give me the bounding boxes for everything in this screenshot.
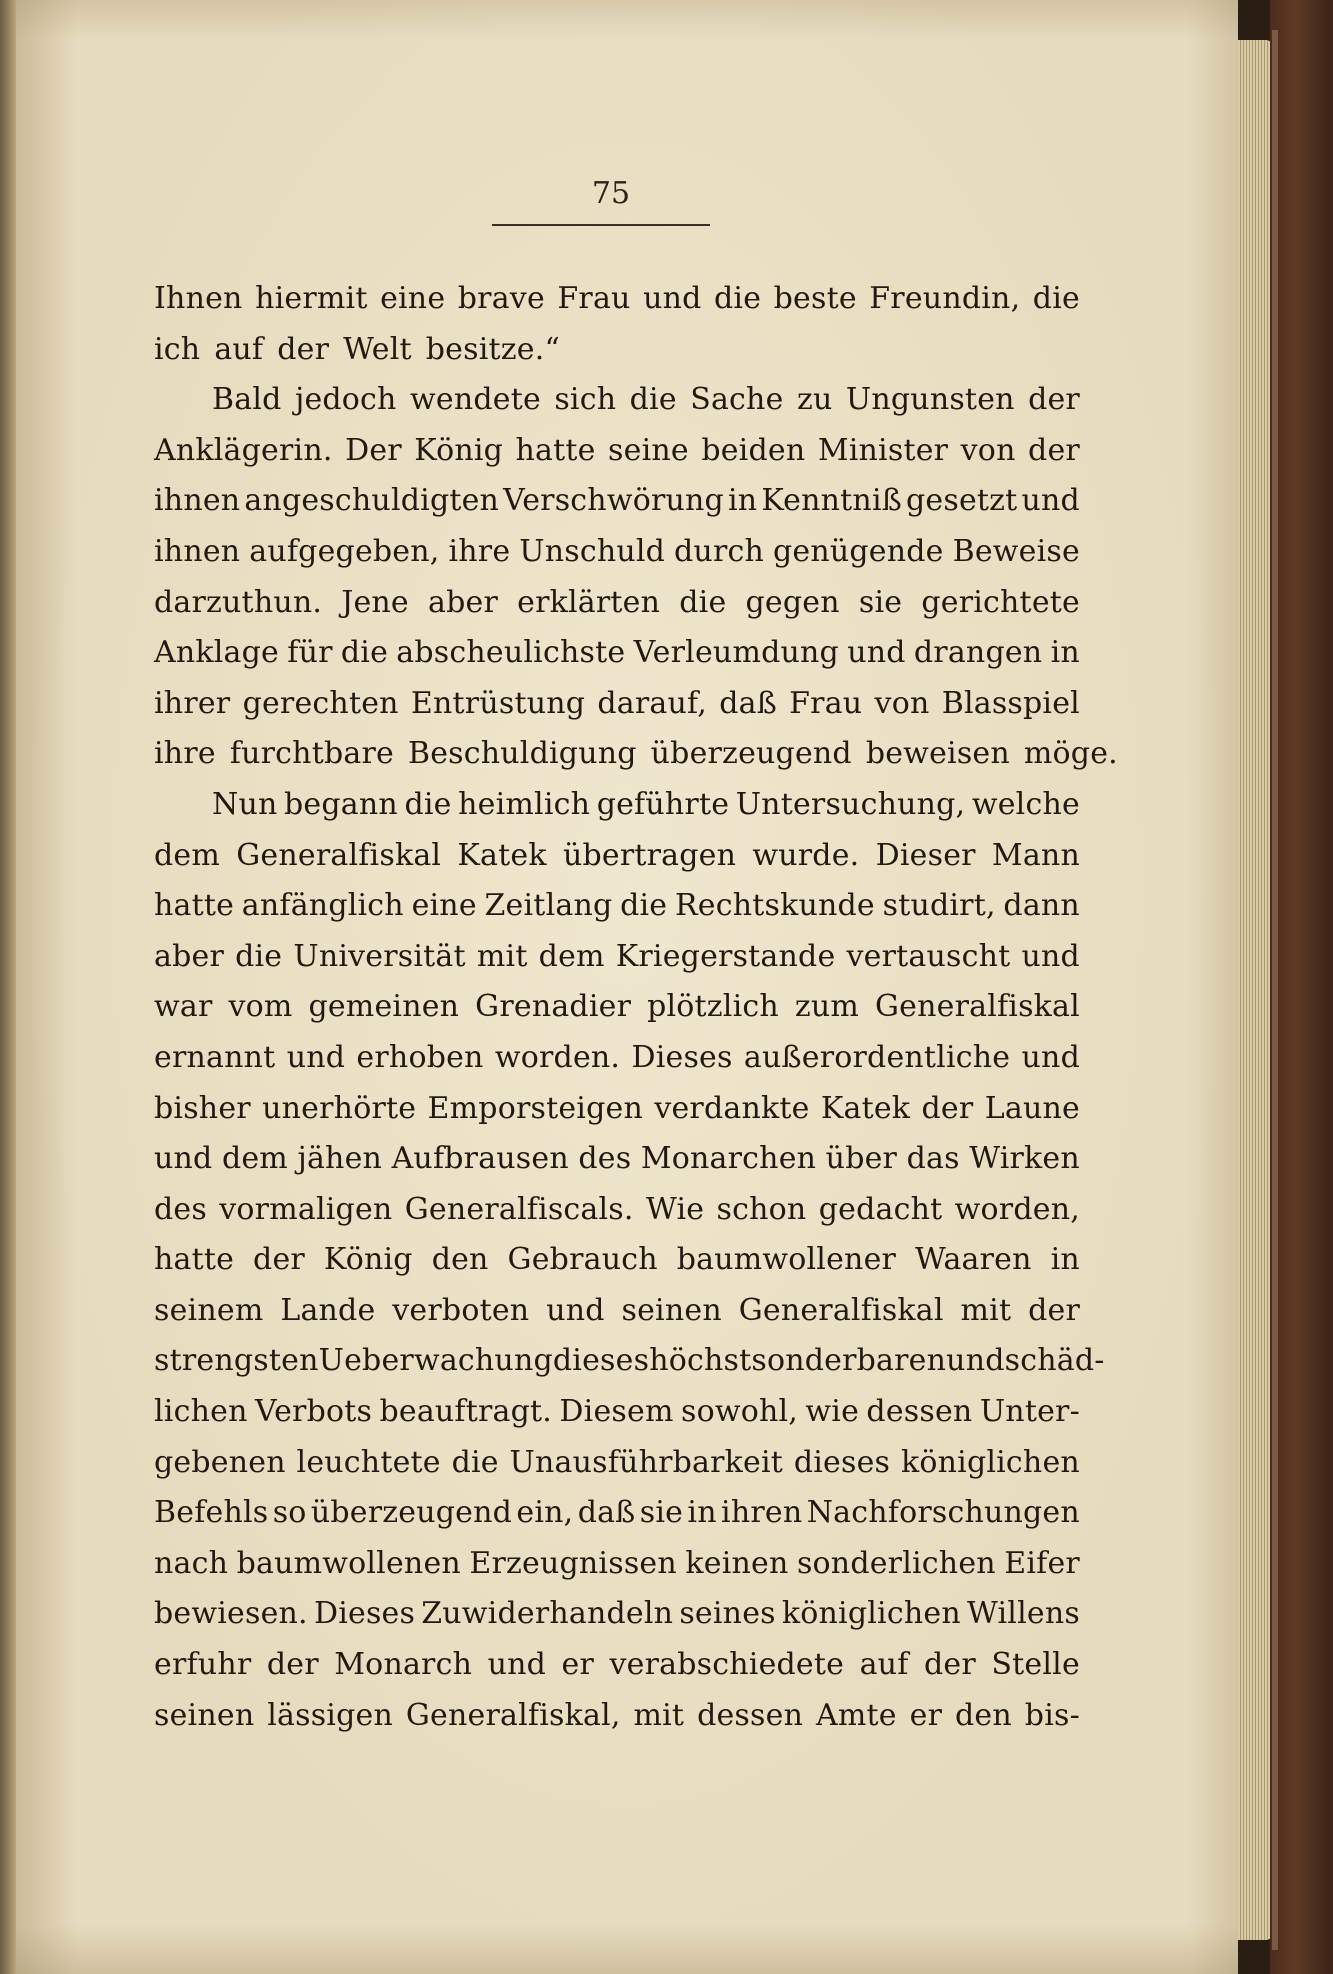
word: ich — [154, 331, 201, 367]
word: ihnen — [154, 483, 241, 519]
word: ihnen — [154, 533, 241, 569]
word: jedoch — [294, 382, 397, 418]
word: von — [960, 432, 1016, 468]
word: drangen — [913, 635, 1043, 671]
word: dem — [154, 837, 221, 873]
word: ein, — [516, 1495, 574, 1531]
word: furchtbare — [229, 736, 394, 772]
word: ihre — [154, 736, 216, 772]
word: lässigen — [267, 1697, 393, 1733]
word: Dieser — [875, 837, 976, 873]
word: der — [924, 1647, 976, 1683]
word: gedacht — [818, 1191, 943, 1227]
word: wurde. — [752, 837, 860, 873]
word: dieses — [552, 1343, 650, 1379]
word: Entrüstung — [410, 685, 586, 721]
word: der — [1028, 1292, 1080, 1328]
word: Mann — [991, 837, 1080, 873]
word: Zuwiderhandeln — [421, 1596, 674, 1632]
word: Katek — [820, 1090, 911, 1126]
word: mit — [633, 1697, 685, 1733]
text-line — [154, 1539, 1080, 1590]
word: strengsten — [154, 1343, 319, 1379]
word: Ungunsten — [845, 382, 1015, 418]
word: verdankte — [654, 1090, 810, 1126]
word: Wirken — [969, 1141, 1080, 1177]
word: und — [487, 1647, 547, 1683]
word: Universität — [293, 938, 466, 974]
word: Dieses — [313, 1596, 416, 1632]
word: Unter- — [979, 1394, 1080, 1430]
word: Amte — [816, 1697, 897, 1733]
word: die — [629, 382, 677, 418]
word: bisher — [154, 1090, 251, 1126]
word: Zeitlang — [484, 888, 613, 924]
word: bewiesen. — [154, 1596, 308, 1632]
word: geführte — [596, 786, 730, 822]
word: beiden — [701, 432, 806, 468]
word: er — [909, 1697, 943, 1733]
word: in — [1050, 1242, 1080, 1278]
text-line — [154, 932, 1080, 983]
text-line — [154, 780, 1080, 831]
word: der — [921, 1090, 974, 1126]
word: und — [154, 1141, 213, 1177]
word: plötzlich — [647, 989, 779, 1025]
word: jähen — [297, 1141, 383, 1177]
word: aber — [428, 584, 498, 620]
word: darzuthun. — [154, 584, 323, 620]
word: besitze.“ — [425, 331, 560, 367]
word: Dieses — [631, 1039, 733, 1075]
text-line — [154, 476, 1080, 527]
word: königlichen — [900, 1444, 1080, 1480]
word: Verleumdung — [633, 635, 839, 671]
word: verboten — [392, 1292, 530, 1328]
word: gerichtete — [921, 584, 1080, 620]
word: die — [404, 786, 452, 822]
word: Unausführbarkeit — [509, 1444, 784, 1480]
word: Nachforschungen — [806, 1495, 1080, 1531]
word: darauf, — [597, 685, 707, 721]
text-line — [154, 578, 1080, 629]
text-line — [154, 1640, 1080, 1691]
word: Der — [345, 432, 402, 468]
word: Generalfiscals. — [404, 1191, 634, 1227]
word: heimlich — [458, 786, 591, 822]
word: Rechtskunde — [674, 888, 875, 924]
word: angeschuldigten — [244, 483, 500, 519]
word: Verschwörung — [503, 483, 724, 519]
word: das — [906, 1141, 960, 1177]
word: und — [946, 1343, 1005, 1379]
word: sie — [639, 1495, 684, 1531]
text-line — [154, 1235, 1080, 1286]
text-line — [154, 1185, 1080, 1236]
word: von — [874, 685, 930, 721]
text-line — [154, 1336, 1105, 1387]
word: auf — [859, 1647, 909, 1683]
word: baumwollener — [676, 1242, 897, 1278]
body-text — [154, 274, 1118, 1741]
facing-page-edge — [0, 0, 16, 1974]
word: worden, — [954, 1191, 1080, 1227]
word: begann — [284, 786, 398, 822]
word: vormaligen — [219, 1191, 393, 1227]
word: Minister — [817, 432, 949, 468]
word: außerordentliche — [743, 1039, 1011, 1075]
word: erklärten — [517, 584, 661, 620]
word: ernannt — [154, 1039, 276, 1075]
word: der — [1028, 382, 1080, 418]
word: dessen — [866, 1394, 973, 1430]
page-stack-edges — [1232, 40, 1272, 1940]
word: keinen — [685, 1545, 789, 1581]
word: sie — [858, 584, 903, 620]
word: Beschuldigung — [407, 736, 637, 772]
word: Untersuchung, — [735, 786, 966, 822]
word: Unschuld — [519, 533, 666, 569]
word: Anklage — [154, 635, 280, 671]
word: Wie — [645, 1191, 705, 1227]
word: die — [340, 635, 389, 671]
word: hatte — [515, 432, 596, 468]
word: des — [578, 1141, 632, 1177]
word: sowohl, — [680, 1394, 799, 1430]
word: wie — [805, 1394, 860, 1430]
text-line — [154, 527, 1080, 578]
word: Gebrauch — [507, 1242, 658, 1278]
word: studirt, — [882, 888, 996, 924]
word: Verbots — [254, 1394, 373, 1430]
word: beste — [773, 281, 857, 316]
word: Generalfiskal — [738, 1292, 944, 1328]
word: unerhörte — [262, 1090, 417, 1126]
text-line — [154, 1488, 1080, 1539]
word: hatte — [154, 1242, 235, 1278]
word: hatte — [154, 888, 235, 924]
book-cover-edge — [1272, 30, 1278, 1950]
word: gesetzt — [906, 483, 1018, 519]
word: seinem — [154, 1292, 264, 1328]
word: gegen — [745, 584, 840, 620]
text-line — [154, 679, 1080, 730]
word: der — [253, 1242, 305, 1278]
word: die — [451, 1444, 499, 1480]
text-line — [154, 1134, 1080, 1185]
word: der — [266, 1647, 319, 1683]
word: Diesem — [559, 1394, 674, 1430]
word: Blasspiel — [941, 685, 1080, 721]
word: aber — [154, 938, 224, 974]
word: den — [431, 1242, 489, 1278]
word: überzeugend — [650, 736, 852, 772]
word: Lande — [280, 1292, 376, 1328]
word: zum — [794, 989, 860, 1025]
word: beauftragt. — [379, 1394, 553, 1430]
word: Generalfiskal — [874, 989, 1080, 1025]
text-line — [154, 1033, 1080, 1084]
text-line — [154, 982, 1080, 1033]
word: seinen — [154, 1697, 255, 1733]
word: Grenadier — [475, 989, 632, 1025]
word: erhoben — [356, 1039, 484, 1075]
word: König — [414, 432, 504, 468]
word: lichen — [154, 1394, 248, 1430]
word: und — [1021, 1039, 1080, 1075]
word: Eifer — [1004, 1545, 1080, 1581]
word: Generalfiskal, — [405, 1697, 621, 1733]
word: auf — [214, 331, 264, 367]
word: des — [154, 1191, 207, 1227]
word: verabschiedete — [609, 1647, 845, 1683]
book-cover — [1270, 0, 1333, 1974]
word: übertragen — [562, 837, 737, 873]
word: welche — [971, 786, 1080, 822]
page-number-text: 75 — [591, 176, 631, 211]
word: dann — [1003, 888, 1080, 924]
text-line — [154, 426, 1080, 477]
word: in — [687, 1495, 717, 1531]
word: nach — [154, 1545, 229, 1581]
text-line — [154, 1286, 1080, 1337]
text-line — [154, 1589, 1080, 1640]
word: und — [643, 281, 702, 316]
text-line — [154, 274, 1080, 325]
word: dem — [221, 1141, 288, 1177]
word: in — [1050, 635, 1080, 671]
word: Aufbrausen — [391, 1141, 569, 1177]
word: Beweise — [952, 533, 1080, 569]
word: daß — [719, 685, 777, 721]
word: Ueberwachung — [318, 1343, 553, 1379]
word: vertauscht — [846, 938, 1011, 974]
word: gebenen — [154, 1444, 286, 1480]
page-number — [16, 176, 1238, 211]
word: Monarch — [334, 1647, 473, 1683]
word: abscheulichste — [396, 635, 626, 671]
word: und — [546, 1292, 605, 1328]
word: die — [679, 584, 727, 620]
word: höchst — [649, 1343, 752, 1379]
word: war — [154, 989, 213, 1025]
word: sonderbaren — [751, 1343, 947, 1379]
word: Jene — [341, 584, 409, 620]
word: der — [277, 331, 330, 367]
word: vom — [228, 989, 293, 1025]
text-line — [154, 628, 1080, 679]
word: und — [286, 1039, 346, 1075]
word: erfuhr — [154, 1647, 252, 1683]
word: und — [1021, 483, 1080, 519]
word: eine — [380, 281, 446, 316]
word: Kenntniß — [761, 483, 902, 519]
word: so — [272, 1495, 307, 1531]
word: genügende — [772, 533, 944, 569]
word: Frau — [789, 685, 863, 721]
word: mit — [476, 938, 528, 974]
word: der — [1028, 432, 1080, 468]
word: Freundin, — [869, 281, 1021, 316]
word: ihrer — [154, 685, 231, 721]
word: aufgegeben, — [249, 533, 440, 569]
word: Waaren — [915, 1242, 1032, 1278]
text-line — [154, 1387, 1080, 1438]
word: durch — [674, 533, 765, 569]
word: Bald — [212, 382, 282, 418]
word: seine — [608, 432, 689, 468]
word: Stelle — [991, 1647, 1080, 1683]
word: wendete — [410, 382, 541, 418]
word: schäd- — [1004, 1343, 1105, 1379]
word: und — [847, 635, 906, 671]
word: Monarchen — [640, 1141, 817, 1177]
text-line — [154, 1691, 1080, 1742]
word: und — [1021, 938, 1080, 974]
word: seines — [679, 1596, 776, 1632]
word: ihren — [721, 1495, 803, 1531]
word: Ihnen — [154, 281, 243, 316]
word: dessen — [697, 1697, 804, 1733]
word: die — [620, 888, 668, 924]
text-line — [154, 831, 1080, 882]
word: leuchtete — [296, 1444, 441, 1480]
word: Emporsteigen — [427, 1090, 643, 1126]
word: die — [1032, 281, 1080, 316]
book-page — [16, 0, 1238, 1974]
text-line — [154, 1084, 1080, 1135]
word: Frau — [557, 281, 631, 316]
word: anfänglich — [241, 888, 404, 924]
word: ihre — [448, 533, 511, 569]
word: baumwollenen — [236, 1545, 461, 1581]
word: Sache — [690, 382, 784, 418]
word: sonderlichen — [796, 1545, 996, 1581]
word: hiermit — [255, 281, 368, 316]
word: den — [955, 1697, 1012, 1733]
header-rule — [492, 224, 710, 226]
word: Laune — [984, 1090, 1080, 1126]
word: über — [825, 1141, 898, 1177]
word: Anklägerin. — [154, 432, 333, 468]
word: die — [235, 938, 283, 974]
word: für — [287, 635, 333, 671]
word: dem — [538, 938, 605, 974]
word: brave — [457, 281, 545, 316]
word: Welt — [343, 331, 412, 367]
word: überzeugend — [310, 1495, 513, 1531]
word: dieses — [793, 1444, 891, 1480]
word: gemeinen — [308, 989, 460, 1025]
word: seinen — [621, 1292, 722, 1328]
word: zu — [796, 382, 833, 418]
word: Nun — [212, 786, 278, 822]
word: schon — [716, 1191, 807, 1227]
word: die — [714, 281, 762, 316]
word: König — [323, 1242, 413, 1278]
word: eine — [411, 888, 477, 924]
word: Befehls — [154, 1495, 269, 1531]
text-line — [154, 375, 1080, 426]
word: königlichen — [781, 1596, 961, 1632]
text-line — [154, 881, 1080, 932]
word: er — [561, 1647, 595, 1683]
word: Erzeugnissen — [469, 1545, 677, 1581]
text-line — [154, 729, 1118, 780]
word: gerechten — [242, 685, 399, 721]
word: sich — [554, 382, 617, 418]
word: möge. — [1023, 736, 1118, 772]
word: worden. — [494, 1039, 621, 1075]
word: Kriegerstande — [615, 938, 836, 974]
word: daß — [577, 1495, 636, 1531]
word: Katek — [457, 837, 547, 873]
word: bis- — [1024, 1697, 1080, 1733]
word: mit — [960, 1292, 1012, 1328]
word: beweisen — [865, 736, 1010, 772]
text-line — [154, 1438, 1080, 1489]
word: in — [728, 483, 758, 519]
text-line — [154, 325, 1080, 376]
word: Willens — [966, 1596, 1080, 1632]
word: Generalfiskal — [236, 837, 442, 873]
